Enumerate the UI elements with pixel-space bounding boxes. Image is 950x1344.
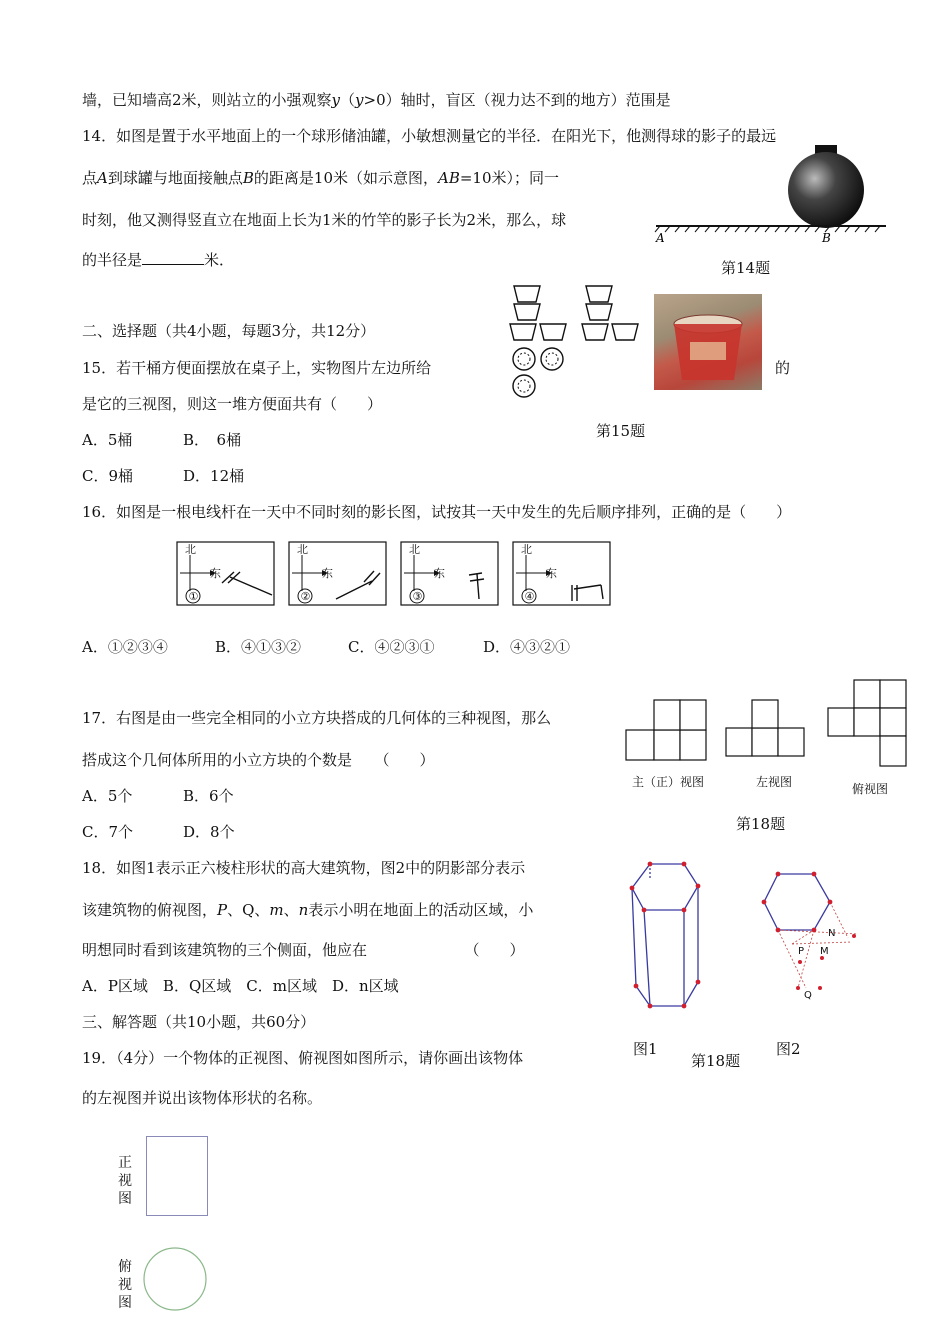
q15-line1: 15．若干桶方便面摆放在桌子上，实物图片左边所给 <box>82 359 432 377</box>
top-view-circle <box>140 1246 210 1312</box>
q14-line3: 时刻，他又测得竖直立在地面上长为1米的竹竿的影子长为2米，那么，球 <box>82 211 567 229</box>
q14-oil-tank-figure <box>650 142 890 246</box>
region-m-label: M <box>820 946 829 957</box>
q14-line4: 的半径是 米． <box>82 251 235 269</box>
left-view-label: 左视图 <box>756 775 793 789</box>
q17-line2: 搭成这个几何体所用的小立方块的个数是 （ ） <box>82 751 435 769</box>
q17-option-a[interactable]: A．5个 <box>82 787 133 805</box>
point-b-label: B <box>822 231 831 245</box>
north-label: 北 <box>409 543 420 556</box>
panel-2-label: ② <box>300 590 311 603</box>
answer-blank[interactable] <box>142 250 204 265</box>
q16-shadow-panels <box>176 541 612 611</box>
q18-fig2-label: 图2 <box>776 1040 801 1058</box>
q13-tail-line: 墙，已知墙高2米，则站立的小强观察y（y>0）轴时，盲区（视力达不到的地方）范围是 <box>82 91 671 109</box>
east-label: 东 <box>322 567 333 580</box>
q17-three-views <box>624 678 914 774</box>
north-label: 北 <box>185 543 196 556</box>
q15-option-d[interactable]: D．12桶 <box>183 467 245 485</box>
east-label: 东 <box>434 567 445 580</box>
north-label: 北 <box>521 543 532 556</box>
q16-option-a[interactable]: A．①②③④ <box>82 638 168 656</box>
q17-caption: 第18题 <box>736 815 786 833</box>
section-2-heading: 二、选择题（共4小题，每题3分，共12分） <box>82 322 376 340</box>
q17-line1: 17．右图是由一些完全相同的小立方块搭成的几何体的三种视图，那么 <box>82 709 552 727</box>
q19-line2: 的左视图并说出该物体形状的名称。 <box>82 1089 323 1107</box>
top-view-vertical-label: 俯 视 图 <box>118 1259 132 1311</box>
q17-option-d[interactable]: D．8个 <box>183 823 235 841</box>
top-view-label: 俯视图 <box>852 782 889 796</box>
point-a-label: A <box>656 231 665 245</box>
q15-three-views <box>506 282 648 402</box>
panel-3-label: ③ <box>412 590 423 603</box>
q19-line1: 19．（4分）一个物体的正视图、俯视图如图所示，请你画出该物体 <box>82 1049 524 1067</box>
q15-caption: 第15题 <box>596 422 646 440</box>
noodle-cup-icon <box>654 294 762 390</box>
q18-figures <box>622 858 874 1034</box>
east-label: 东 <box>210 567 221 580</box>
q16-option-b[interactable]: B．④①③② <box>215 638 302 656</box>
q17-option-c[interactable]: C．7个 <box>82 823 134 841</box>
region-p-label: P <box>798 946 805 957</box>
q18-line3: 明想同时看到该建筑物的三个侧面，他应在 （ ） <box>82 941 525 959</box>
panel-1-label: ① <box>188 590 199 603</box>
q18-caption: 第18题 <box>691 1052 741 1070</box>
q14-line2: 点A到球罐与地面接触点B的距离是10米（如示意图，AB=10米）；同一 <box>82 169 560 187</box>
q15-line2: 是它的三视图，则这一堆方便面共有（ ） <box>82 395 383 413</box>
q15-option-a[interactable]: A．5桶 <box>82 431 133 449</box>
q18-options[interactable]: A．P区域 B．Q区域 C．m区域 D．n区域 <box>82 977 399 995</box>
north-label: 北 <box>297 543 308 556</box>
noodle-cup-photo <box>654 294 762 390</box>
east-label: 东 <box>546 567 557 580</box>
q16-option-d[interactable]: D．④③②① <box>483 638 571 656</box>
front-view-label: 主（正）视图 <box>632 775 705 789</box>
region-n-label: N <box>828 928 836 939</box>
region-q-label: Q <box>804 990 812 1001</box>
front-view-vertical-label: 正 视 图 <box>118 1155 132 1207</box>
q18-fig1-label: 图1 <box>633 1040 658 1058</box>
q15-line1-end: 的 <box>775 359 791 377</box>
panel-4-label: ④ <box>524 590 535 603</box>
q16-panels-svg <box>176 541 612 607</box>
q16-option-c[interactable]: C．④②③① <box>348 638 435 656</box>
q14-line1: 14．如图是置于水平地面上的一个球形储油罐，小敏想测量它的半径．在阳光下，他测得球的影子的最远 <box>82 127 777 145</box>
q14-caption: 第14题 <box>721 259 771 277</box>
q16-line1: 16．如图是一根电线杆在一天中不同时刻的影长图，试按其一天中发生的先后顺序排列，正确的是（ ） <box>82 503 792 521</box>
q18-line1: 18．如图1表示正六棱柱形状的高大建筑物，图2中的阴影部分表示 <box>82 859 526 877</box>
front-view-rectangle <box>146 1136 208 1216</box>
section-3-heading: 三、解答题（共10小题，共60分） <box>82 1013 316 1031</box>
q17-option-b[interactable]: B．6个 <box>183 787 234 805</box>
q15-option-c[interactable]: C．9桶 <box>82 467 134 485</box>
q15-option-b[interactable]: B． 6桶 <box>183 431 242 449</box>
q18-line2: 该建筑物的俯视图，P、Q、m、n表示小明在地面上的活动区域，小 <box>82 901 534 919</box>
